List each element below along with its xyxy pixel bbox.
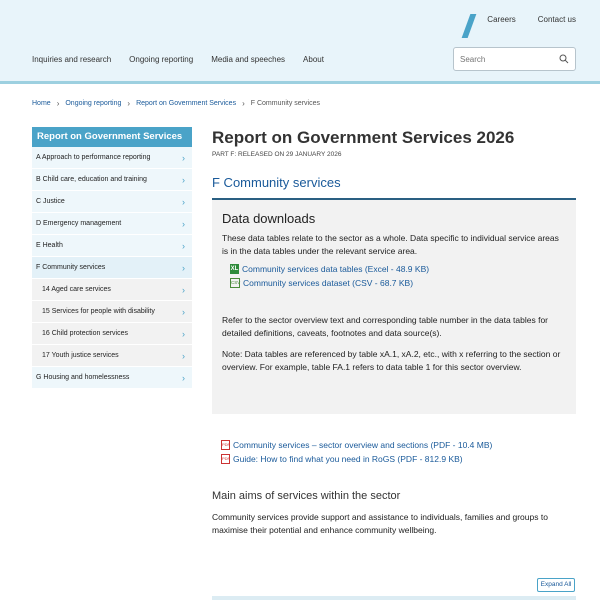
sidebar-item-16[interactable] <box>32 323 192 345</box>
breadcrumb <box>32 99 320 108</box>
release-date: PART F: RELEASED ON 29 JANUARY 2026 <box>212 151 342 158</box>
chevron-right-icon: › <box>182 351 185 361</box>
search-input[interactable] <box>454 48 550 70</box>
sidebar-heading[interactable]: Report on Government Services <box>32 127 192 147</box>
pdf-file-icon: PDF <box>221 440 230 450</box>
sidebar-item-label: B Child care, education and training <box>36 176 147 183</box>
careers-link[interactable]: Careers <box>487 15 516 24</box>
sidebar-item-c[interactable] <box>32 191 192 213</box>
data-downloads-intro: These data tables relate to the sector as a whole. Data specific to individual service areas is in the data tables under the relevant service area. <box>222 233 559 256</box>
sidebar-item-15[interactable] <box>32 301 192 323</box>
breadcrumb-current: F Community services <box>250 100 320 107</box>
sidebar-item-14[interactable] <box>32 279 192 301</box>
sidebar-item-label: A Approach to performance reporting <box>36 154 151 161</box>
nav-inquiries[interactable]: Inquiries and research <box>32 55 112 64</box>
pdf-links <box>212 440 576 464</box>
chevron-right-icon: › <box>182 263 185 273</box>
site-header <box>0 0 600 84</box>
data-downloads-box <box>212 200 576 414</box>
excel-file-icon: XL <box>230 266 239 272</box>
sidebar-item-label: G Housing and homelessness <box>36 374 130 381</box>
search-icon[interactable] <box>559 54 569 64</box>
nav-about[interactable]: About <box>303 55 324 64</box>
aims-heading: Main aims of services within the sector <box>212 490 401 502</box>
logo-mark[interactable] <box>462 14 477 38</box>
sidebar-item-f[interactable] <box>32 257 192 279</box>
top-links <box>487 15 576 24</box>
sidebar-item-label: 17 Youth justice services <box>42 352 119 359</box>
chevron-right-icon: › <box>182 329 185 339</box>
sidebar-item-a[interactable] <box>32 147 192 169</box>
search-box <box>453 47 576 71</box>
accordion-top-edge <box>212 596 576 600</box>
chevron-right-icon: › <box>182 153 185 163</box>
sidebar-item-e[interactable] <box>32 235 192 257</box>
chevron-right-icon: › <box>182 219 185 229</box>
chevron-right-icon: › <box>182 175 185 185</box>
sidebar-item-label: E Health <box>36 242 63 249</box>
excel-download-link[interactable] <box>222 264 566 274</box>
sidebar-item-label: 14 Aged care services <box>42 286 111 293</box>
sidebar-item-label: F Community services <box>36 264 106 271</box>
breadcrumb-home[interactable]: Home <box>32 100 51 107</box>
pdf-sector-overview-link[interactable] <box>221 440 576 450</box>
data-downloads-note: Note: Data tables are referenced by table xA.1, xA.2, etc., with x referring to the section or overview. For example, table FA.1 refers to data table 1 for this sector overview. <box>222 349 561 372</box>
data-downloads-title: Data downloads <box>222 211 316 226</box>
chevron-right-icon: › <box>56 99 60 108</box>
sidebar-item-b[interactable] <box>32 169 192 191</box>
sidebar-item-label: C Justice <box>36 198 65 205</box>
excel-download-label: Community services data tables (Excel - 48.9 KB) <box>242 264 430 274</box>
chevron-right-icon: › <box>182 373 185 383</box>
breadcrumb-ongoing[interactable]: Ongoing reporting <box>65 100 122 107</box>
expand-all-button[interactable]: Expand All <box>537 578 575 592</box>
pdf-guide-label: Guide: How to find what you need in RoGS (PDF - 812.9 KB) <box>233 454 463 464</box>
sidebar <box>32 127 192 389</box>
chevron-right-icon: › <box>182 307 185 317</box>
nav-media[interactable]: Media and speeches <box>211 55 286 64</box>
sidebar-item-d[interactable] <box>32 213 192 235</box>
csv-download-link[interactable] <box>222 278 566 288</box>
csv-download-label: Community services dataset (CSV - 68.7 KB) <box>243 278 414 288</box>
chevron-right-icon: › <box>182 285 185 295</box>
sidebar-item-label: 16 Child protection services <box>42 330 128 337</box>
sidebar-item-label: 15 Services for people with disability <box>42 308 155 315</box>
pdf-guide-link[interactable] <box>221 454 576 464</box>
contact-us-link[interactable]: Contact us <box>537 15 576 24</box>
sidebar-item-17[interactable] <box>32 345 192 367</box>
pdf-file-icon: PDF <box>221 454 230 464</box>
main-content <box>212 127 576 536</box>
data-downloads-refer: Refer to the sector overview text and corresponding table number in the data tables for detailed definitions, caveats, footnotes and data source(s). <box>222 315 549 338</box>
pdf-sector-overview-label: Community services – sector overview and sections (PDF - 10.4 MB) <box>233 440 493 450</box>
chevron-right-icon: › <box>182 197 185 207</box>
sidebar-item-label: D Emergency management <box>36 220 122 227</box>
chevron-right-icon: › <box>242 99 245 108</box>
section-title: F Community services <box>212 175 576 200</box>
chevron-right-icon: › <box>127 99 131 108</box>
main-nav <box>32 55 324 64</box>
aims-text: Community services provide support and assistance to individuals, families and groups to maximise their potential and enhance community wellbeing. <box>212 512 548 535</box>
chevron-right-icon: › <box>182 241 185 251</box>
page-title: Report on Government Services 2026 <box>212 128 515 147</box>
sidebar-item-g[interactable] <box>32 367 192 389</box>
nav-ongoing-reporting[interactable]: Ongoing reporting <box>129 55 194 64</box>
breadcrumb-rogs[interactable]: Report on Government Services <box>136 100 237 107</box>
csv-file-icon: CSV <box>230 278 240 288</box>
